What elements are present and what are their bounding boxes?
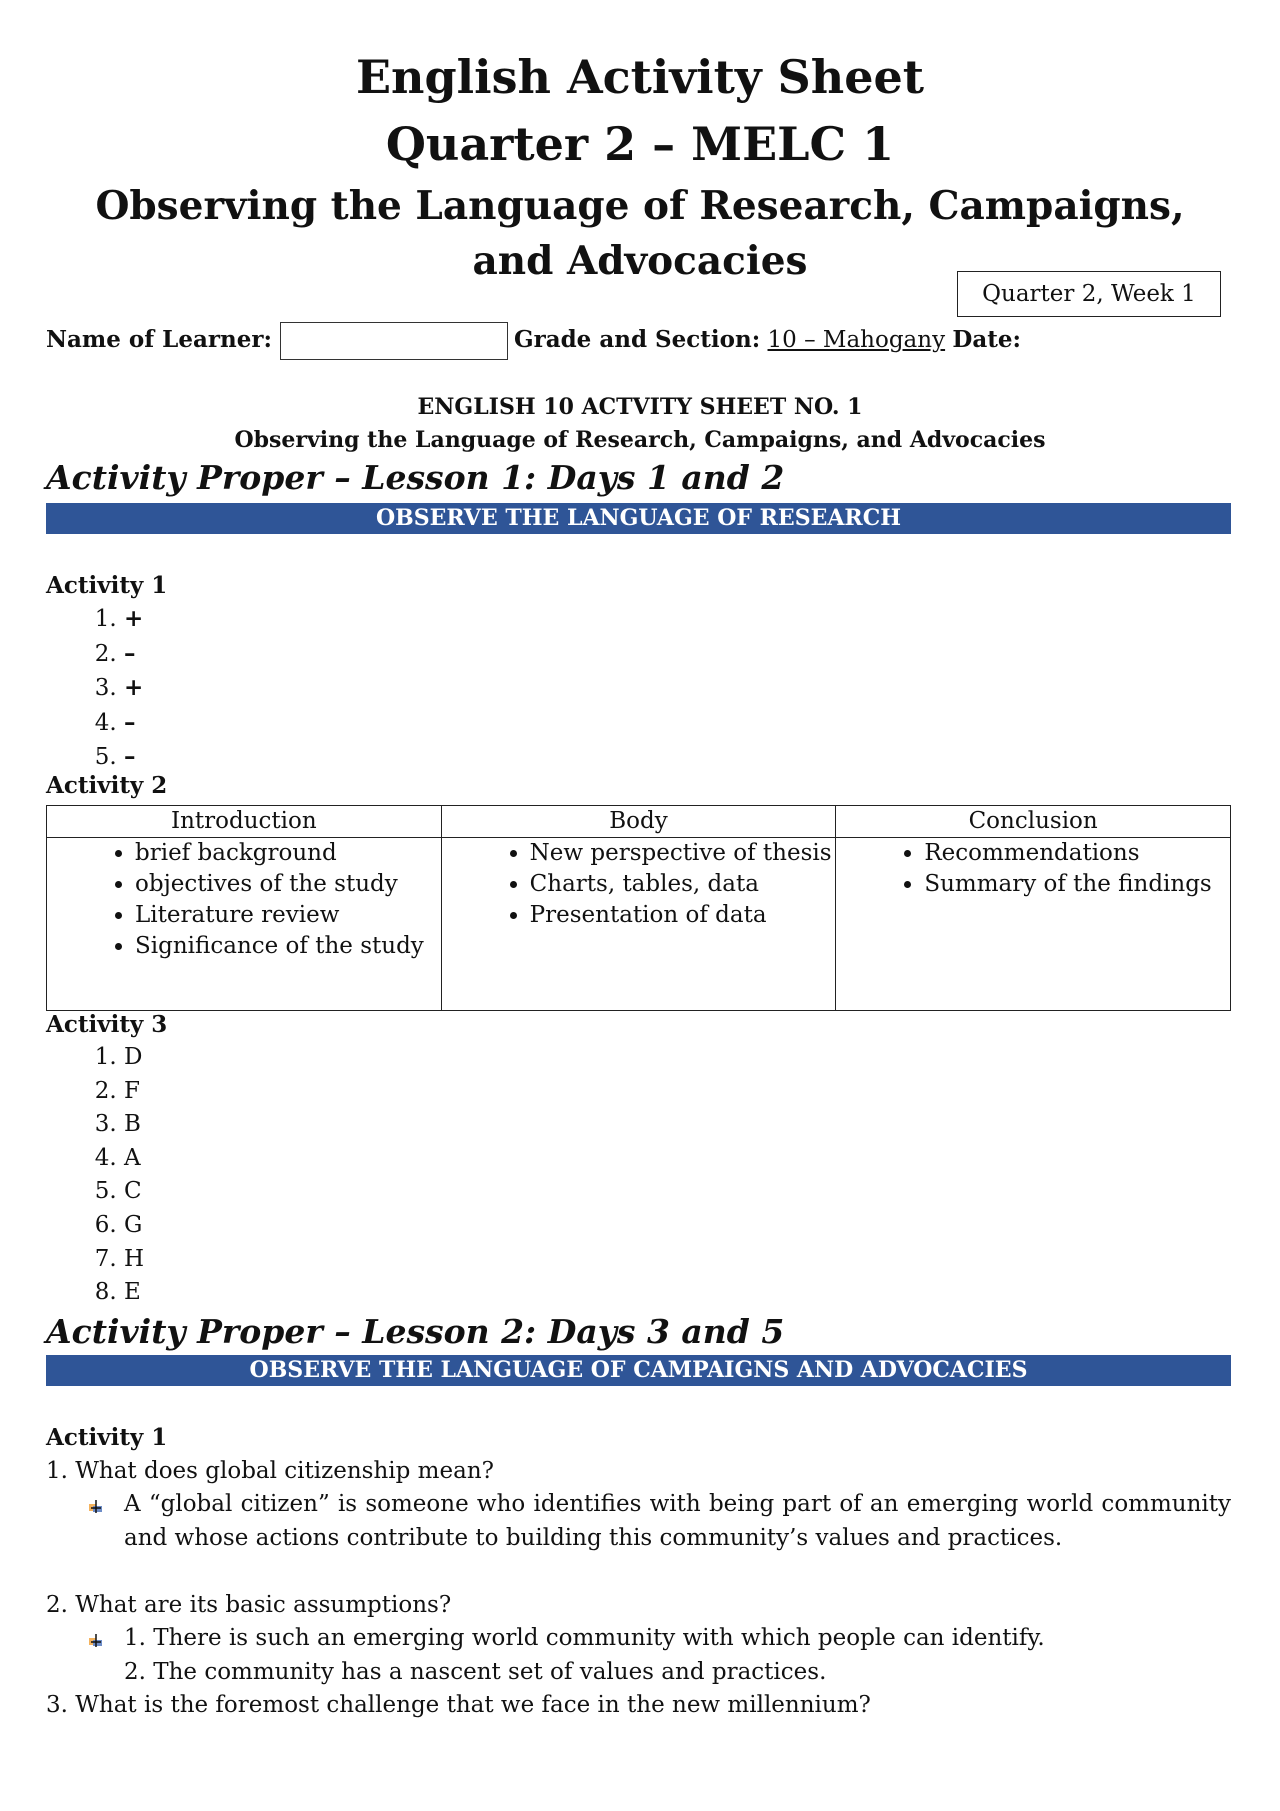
question-1: 1. What does global citizenship mean?	[46, 1458, 494, 1484]
learner-info-row	[46, 322, 1021, 360]
name-input[interactable]	[280, 322, 508, 360]
l2-activity-1-label: Activity 1	[46, 1424, 168, 1451]
answer-2-item-1: 1. There is such an emerging world community with which people can identify.	[124, 1625, 1045, 1651]
arrow-bullet-icon	[88, 1498, 104, 1514]
sheet-subheading: Observing the Language of Research, Campaigns, and Advocacies	[234, 427, 1046, 453]
list-item: • Literature review	[135, 900, 441, 931]
grade-value: 10 – Mahogany	[767, 327, 946, 353]
lesson-2-title: Activity Proper – Lesson 2: Days 3 and 5	[46, 1312, 785, 1351]
list-item: • Charts, tables, data	[530, 869, 836, 900]
answer-item: 6. G	[124, 1209, 144, 1243]
quarter-week-box: Quarter 2, Week 1	[957, 271, 1221, 317]
answer-item: 4. –	[124, 706, 143, 741]
lesson-2-banner: OBSERVE THE LANGUAGE OF CAMPAIGNS AND ADVOCACIES	[46, 1355, 1231, 1386]
answer-item: 1. D	[124, 1041, 144, 1075]
title-line-2: Quarter 2 – MELC 1	[385, 117, 895, 171]
answer-item: 2. F	[124, 1075, 144, 1109]
answer-item: 2. –	[124, 637, 143, 672]
answer-item: 7. H	[124, 1243, 144, 1277]
title-line-4: and Advocacies	[472, 238, 808, 284]
list-item: • objectives of the study	[135, 869, 441, 900]
research-parts-table	[46, 805, 1231, 1011]
table-cell	[441, 838, 836, 1011]
l1-activity-2-label: Activity 2	[46, 772, 168, 799]
answer-1: A “global citizen” is someone who identifies with being part of an emerging world community and whose actions contribute to building this community’s values and practices.	[124, 1491, 1231, 1551]
question-2: 2. What are its basic assumptions?	[46, 1592, 452, 1618]
name-label: Name of Learner:	[46, 326, 272, 353]
answer-item: 5. C	[124, 1175, 144, 1209]
l1-activity-3-answers	[46, 1041, 144, 1310]
list-item: • New perspective of thesis	[530, 838, 836, 869]
list-item: • Presentation of data	[530, 900, 836, 931]
answer-item: 3. +	[124, 671, 143, 706]
answer-item: 8. E	[124, 1276, 144, 1310]
lesson-1-banner: OBSERVE THE LANGUAGE OF RESEARCH	[46, 503, 1231, 534]
list-item: • Recommendations	[924, 838, 1230, 869]
l1-activity-1-label: Activity 1	[46, 572, 168, 599]
table-cell	[836, 838, 1231, 1011]
answer-item: 3. B	[124, 1108, 144, 1142]
l1-activity-1-answers	[46, 602, 143, 775]
column-header: Introduction	[47, 806, 442, 838]
question-3: 3. What is the foremost challenge that we face in the new millennium?	[46, 1692, 871, 1718]
title-line-1: English Activity Sheet	[355, 50, 925, 104]
grade-label: Grade and Section:	[513, 326, 761, 353]
date-label: Date:	[952, 326, 1021, 353]
answer-item: 1. +	[124, 602, 143, 637]
list-item: • brief background	[135, 838, 441, 869]
answer-item: 4. A	[124, 1142, 144, 1176]
answer-item: 5. –	[124, 740, 143, 775]
list-item: • Summary of the findings	[924, 869, 1230, 900]
l1-activity-3-label: Activity 3	[46, 1011, 168, 1038]
arrow-bullet-icon	[88, 1632, 104, 1648]
table-cell	[47, 838, 442, 1011]
column-header: Conclusion	[836, 806, 1231, 838]
column-header: Body	[441, 806, 836, 838]
answer-2-item-2: 2. The community has a nascent set of values and practices.	[124, 1659, 827, 1685]
list-item: • Significance of the study	[135, 931, 441, 962]
title-line-3: Observing the Language of Research, Campaigns,	[95, 183, 1185, 229]
sheet-heading: ENGLISH 10 ACTVITY SHEET NO. 1	[417, 394, 863, 420]
lesson-1-title: Activity Proper – Lesson 1: Days 1 and 2	[46, 458, 785, 497]
